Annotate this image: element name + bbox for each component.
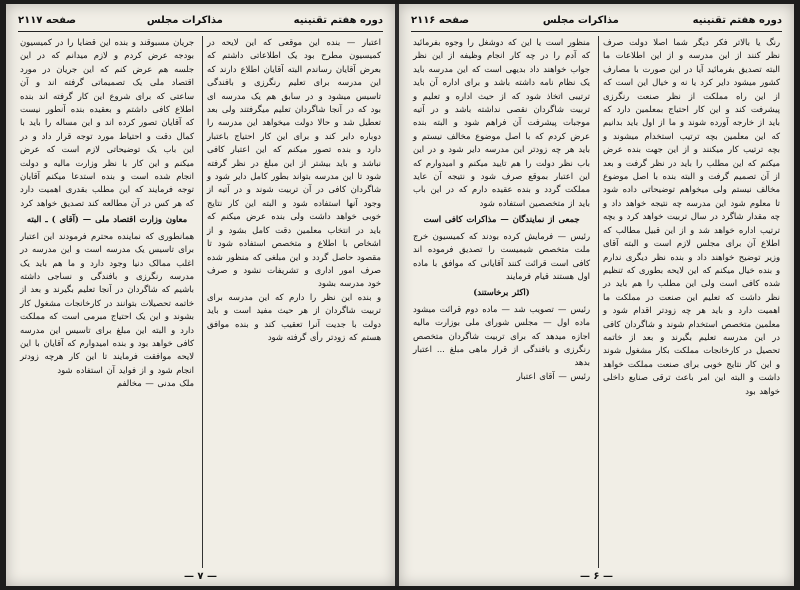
paragraph: و بنده این نظر را دارم که این مدرسه برای تربیت شاگردان از هر حیث مفید است و باید دولت با جدیت آنرا تعقیب کند و بنده موافق هستم که زودتر رأی گرفته شود <box>207 291 381 342</box>
journal-title: مذاكرات مجلس <box>146 14 223 26</box>
paragraph: همانطوری که نماینده محترم فرمودند این اعتبار برای تاسیس یک مدرسه است و این مدرسه در اغلب ممالک دنیا وجود دارد و ما هم باید یک مدرسه رنگرزی و بافندگی و نساجی داشته باشیم که شاگردان در آنجا تعلیم بگیرند و بعد از خاتمه تحصیلات بتوانند در کارخانجات مشغول کار بشوند و این یک احتیاج مبرمی است که مملکت دارد و البته این مبلغ برای تاسیس این مدرسه کافی خواهد بود و بنده امیدوارم که آقایان با این لایحه موافقت فرمایند تا این کار هرچه زودتر انجام شود و از فواید آن استفاده شود <box>20 230 194 375</box>
page-footer-number: — ۶ — <box>579 571 614 582</box>
column-left <box>409 36 594 568</box>
paragraph: جریان مسبوقند و بنده این قضایا را در کمیسیون بودجه عرض کردم و لازم میدانم که در این جلسه هم عرض کنم که این جریان در مورد اقتصاد ملی یک تصمیماتی گرفته اند و آن ساعتی که برای شروع این کار گرفته اند بنده اطلاع کافی داشتم و بعقیده بنده آنطور نیست که آقایان تصور کرده اند و این مساله را باید با کمال دقت و احتیاط مورد توجه قرار داد و در این باب یک توضیحاتی لازم است که عرض میکنم و این کار با نظر وزارت مالیه و دولت انجام شده است و بنده استدعا میکنم آقایان توجه فرمایند که این مطلب بقدری اهمیت دارد که هر کس در آن مطالعه کند تصدیق خواهد کرد <box>20 37 194 208</box>
speaker-line: رئیس — آقای اعتبار <box>516 370 590 381</box>
speaker-heading: معاون وزارت اقتصاد ملی — (آقای ) ـ البته <box>26 214 188 225</box>
column-right <box>202 36 385 568</box>
vote-result: (اکثر برخاستند) <box>473 287 530 298</box>
column-right <box>598 36 784 568</box>
page-number: صفحه ۲۱۱۷ <box>18 14 77 26</box>
page-number: صفحه ۲۱۱۶ <box>411 14 470 26</box>
header-rule <box>18 31 383 32</box>
paragraph: منظور است یا این که دوشغل را وجوه بفرمائید که آدم را در چه کار انجام وظیفه از این نظر جواب خواهند داد بدیهی است که این مدرسه باید یک نظام نامه داشته باشد و برای اداره آن باید ترتیبی اتخاذ شود که از حیث اداره و تعلیم و تربیت شاگردان نقصی نداشته باشد و در آتیه موجبات پیشرفت آن فراهم شود و البته بنده عرض کردم که با اصل موضوع مخالف نیستم و باید هر چه زودتر این مدرسه دایر شود و در این باب نظر دولت را هم تایید میکنم و امیدوارم که این اعتبار بموقع صرف شود و نتیجه آن عاید مملکت گردد و بنده عقیده دارم که در این باب باید از متخصصین استفاده شود <box>413 37 590 208</box>
page-header <box>18 12 383 28</box>
column-left <box>16 36 198 568</box>
left-page <box>6 4 395 586</box>
speaker-heading: جمعی از نمایندگان — مذاکرات کافی است <box>423 214 580 225</box>
paragraph: رنگ یا بالاتر فکر دیگر شما اصلا دولت صرف نظر کنند از این مدرسه و از این اطلاعات ما البته تصدیق بفرمائید آیا در این صورت با مصارف کشور میشود دایر کرد یا نه و خیال این است که از این راه مملکت از نظر صنعت رنگرزی پیشرفت کند و این کار احتیاج بمعلمین دارد که باید از خارجه آورده شوند و ما از اول باید بدانیم که این معلمین بچه ترتیب استخدام میشوند و بچه ترتیب کار میکنند و از این جهت بنده عرض میکنم که این مطلب را باید در نظر گرفت و بعد از آن تصمیم گرفت و البته بنده با اصل موضوع مخالف نیستم ولی میخواهم توضیحاتی داده شود تا معلوم شود این مدرسه چه نتیجه خواهد داد و چه مقدار شاگرد در سال تربیت خواهد کرد و بچه ترتیب اداره خواهد شد و از این قبیل مطالب که اطلاع آن برای مجلس لازم است و البته آقای وزیر توضیح خواهند داد و بنده نظر دیگری ندارم و بنده خیال میکنم که این لایحه بطوری که تنظیم شده کافی است ولی این مطلب را هم باید در نظر داشت که تعلیم این صنعت در مملکت ما اهمیت دارد و باید هر چه زودتر اقدام شود و معلمین متخصص استخدام شوند و شاگردان کافی در این مدرسه تعلیم بگیرند و بعد از خاتمه تحصیل در کارخانجات مملکت بکار مشغول شوند و این کار نتایج خوبی برای صنعت مملکت خواهد داشت و البته این امر باعث ترقی صنایع داخلی خواهد بود <box>603 37 780 396</box>
header-rule <box>411 31 782 32</box>
paragraph: رئیس — تصویب شد — ماده دوم قرائت میشود ماده اول — مجلس شورای ملی بوزارت مالیه اجازه میدهد که برای تربیت شاگردان متخصص رنگرزی و بافندگی از قرار ماهی مبلغ ... اعتبار بدهد <box>413 303 590 368</box>
book-spread <box>6 4 794 586</box>
speaker-line: ملک مدنی — مخالفم <box>116 378 194 389</box>
paragraph: رئیس — فرمایش کرده بودند که کمیسیون خرج ملت متخصص شیمیست را تصدیق فرموده اند کافی است قرائت کنند آقایانی که موافق با ماده اول هستند قیام فرمایند <box>413 230 590 281</box>
volume-title: دوره هفتم تقنينيه <box>293 14 383 26</box>
volume-title: دوره هفتم تقنينيه <box>692 14 782 26</box>
journal-title: مذاكرات مجلس <box>542 14 619 26</box>
page-header <box>411 12 782 28</box>
paragraph: اعتبار — بنده این موقعی که این لایحه در کمیسیون مطرح بود یک اطلاعاتی داشتم که بعرض آقایان رساندم البته آقایان اطلاع دارند که این مدرسه برای تعلیم رنگرزی و بافندگی تاسیس میشود و در سابق هم یک مدرسه ای بود که در آنجا شاگردان تعلیم میگرفتند ولی بعد تعطیل شد و حالا دولت میخواهد این مدرسه را دوباره دایر کند و برای این کار احتیاج باعتبار دارد و بنده تصور میکنم که این اعتبار کافی نباشد و باید بیشتر از این مبلغ در نظر گرفته شود تا این مدرسه بتواند بطور کامل دایر شود و شاگردان کافی در آن تربیت شوند و در آتیه از وجود آنها استفاده شود و البته این کار نتایج خوبی خواهد داشت ولی بنده عرض میکنم که باید در انتخاب معلمین دقت کامل بشود و از اشخاص با اطلاع و متخصص استفاده شود تا مقصود حاصل گردد و این مبلغی که منظور شده صرف امور اداری و تشریفات نشود و صرف خود مدرسه بشود <box>207 37 381 289</box>
page-footer-number: — ۷ — <box>183 571 218 582</box>
text-columns <box>409 36 784 568</box>
right-page <box>399 4 794 586</box>
text-columns <box>16 36 385 568</box>
